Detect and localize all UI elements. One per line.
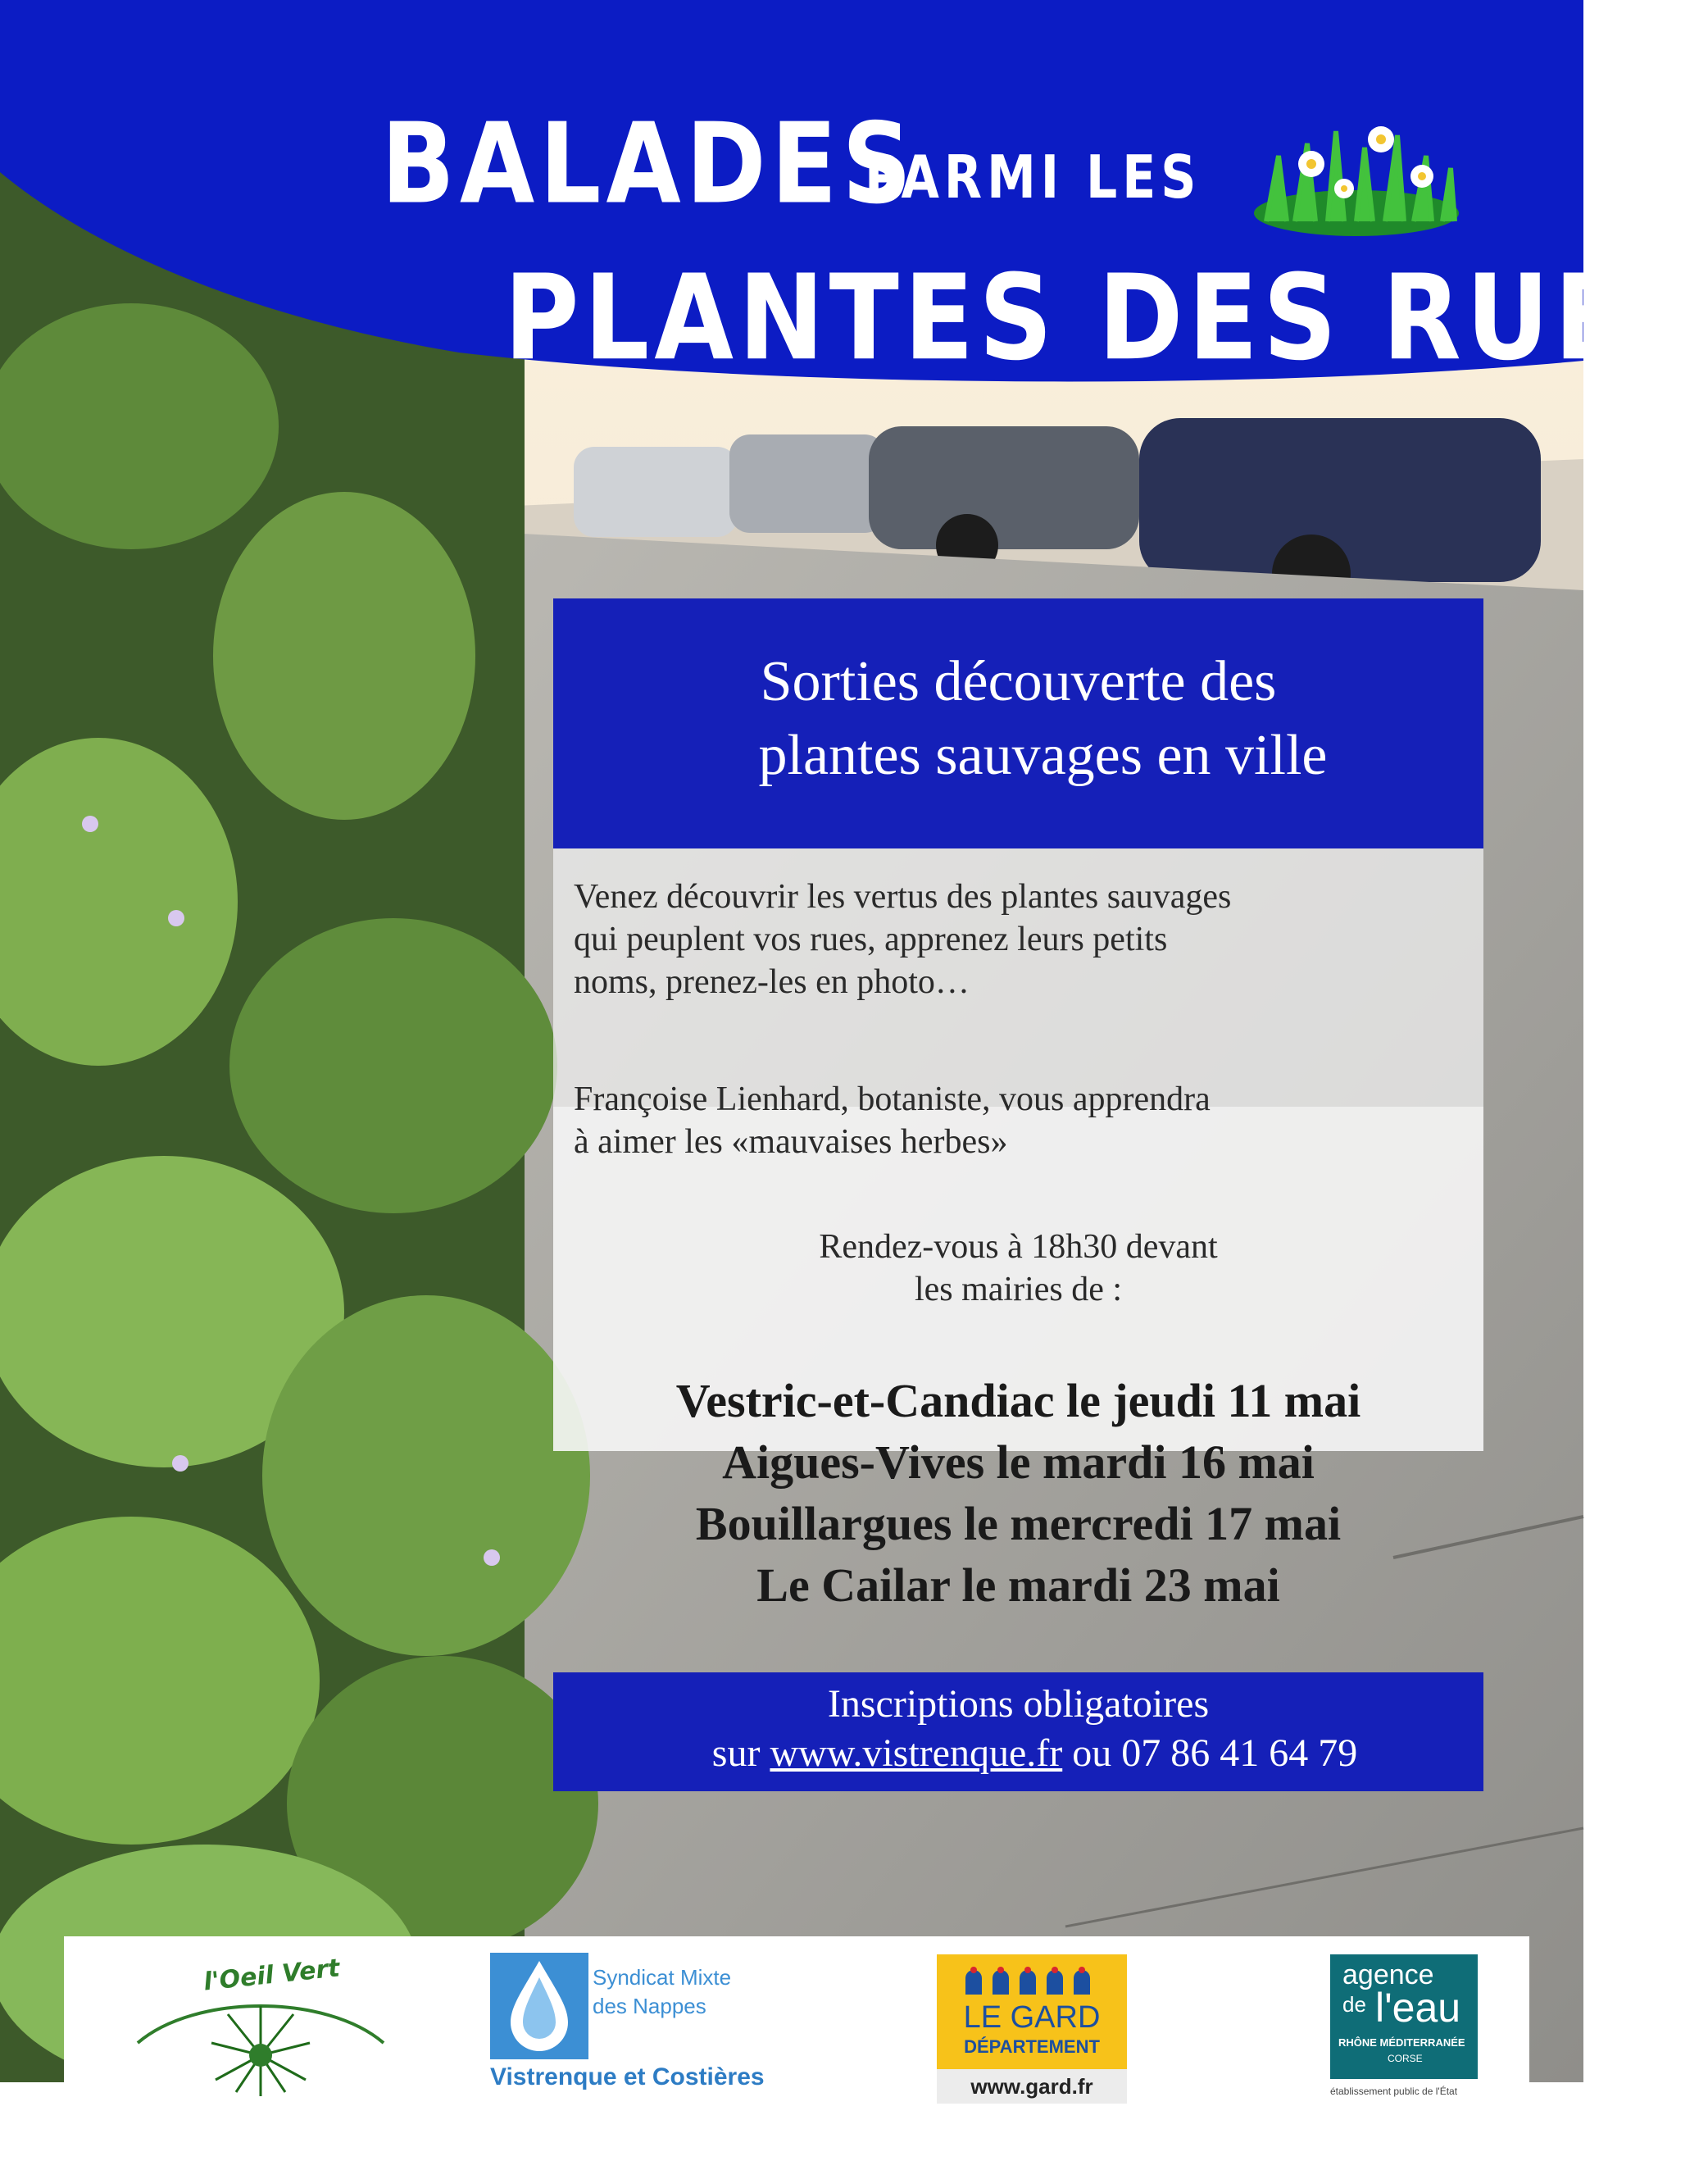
registration-contact	[570, 1730, 1500, 1777]
grass-daisies-illustration	[1250, 98, 1463, 238]
panel-subtitle-line1: Sorties découverte des	[760, 650, 1277, 713]
registration-phone: ou 07 86 41 64 79	[1072, 1731, 1358, 1775]
date-item: Bouillargues le mercredi 17 mai	[695, 1497, 1342, 1550]
meeting-line-2: les mairies de :	[914, 1271, 1123, 1308]
website-link[interactable]: www.vistrenque.fr	[770, 1731, 1063, 1775]
partner-logos	[64, 1936, 1529, 2108]
title-balades: BALADES	[381, 98, 917, 229]
intro-line-2: qui peuplent vos rues, apprenez leurs petits	[574, 921, 1168, 958]
panel-header	[553, 598, 1483, 848]
logo-gard-line1: LE GARD	[963, 2000, 1101, 2035]
logo-agence-line3: l'eau	[1375, 1985, 1461, 2031]
logo-agence-line4: RHÔNE MÉDITERRANÉE	[1338, 2036, 1465, 2049]
guide-line-2: à aimer les «mauvaises herbes»	[574, 1123, 1008, 1161]
logo-agence-eau	[1330, 1936, 1494, 2108]
guide-line-1: Françoise Lienhard, botaniste, vous apprendra	[574, 1080, 1211, 1118]
water-drop-icon	[490, 1953, 588, 2059]
registration-required: Inscriptions obligatoires	[827, 1682, 1210, 1726]
panel-footer	[553, 1672, 1483, 1791]
date-item: Vestric-et-Candiac le jeudi 11 mai	[675, 1374, 1361, 1427]
meeting-line-1: Rendez-vous à 18h30 devant	[819, 1228, 1218, 1266]
logo-syndicat-line3: Vistrenque et Costières	[490, 2063, 765, 2090]
info-panel	[553, 598, 1483, 1791]
date-item: Aigues-Vives le mardi 16 mai	[722, 1435, 1315, 1489]
logo-agence-line6: établissement public de l'État	[1330, 2086, 1458, 2097]
title-parmi-les: PARMI LES	[865, 143, 1202, 212]
logo-agence-line5: CORSE	[1388, 2053, 1423, 2064]
panel-subtitle-line2: plantes sauvages en ville	[758, 724, 1328, 787]
logo-gard-line2: DÉPARTEMENT	[964, 2036, 1100, 2057]
logo-agence-line1: agence	[1342, 1959, 1434, 1990]
logo-oeil-vert	[113, 1936, 408, 2108]
eye-icon	[129, 1986, 392, 2100]
intro-line-1: Venez découvrir les vertus des plantes sauvages	[574, 878, 1232, 916]
registration-prefix: sur	[711, 1731, 761, 1775]
intro-line-3: noms, prenez-les en photo…	[574, 963, 970, 1001]
logo-oeil-vert-text: l'Oeil Vert	[202, 1954, 342, 1997]
logo-syndicat-line1: Syndicat Mixte	[593, 1965, 732, 1990]
logo-syndicat-line2: des Nappes	[593, 1994, 706, 2018]
logo-agence-line2: de	[1342, 1992, 1366, 2017]
date-item: Le Cailar le mardi 23 mai	[756, 1558, 1280, 1612]
logo-syndicat-mixte	[490, 1936, 769, 2108]
title-plantes-des-rues: PLANTES DES RUES	[504, 250, 1708, 387]
arches-icon	[961, 1966, 1101, 1995]
logo-gard-url: www.gard.fr	[937, 2069, 1127, 2104]
logo-le-gard	[937, 1936, 1133, 2108]
